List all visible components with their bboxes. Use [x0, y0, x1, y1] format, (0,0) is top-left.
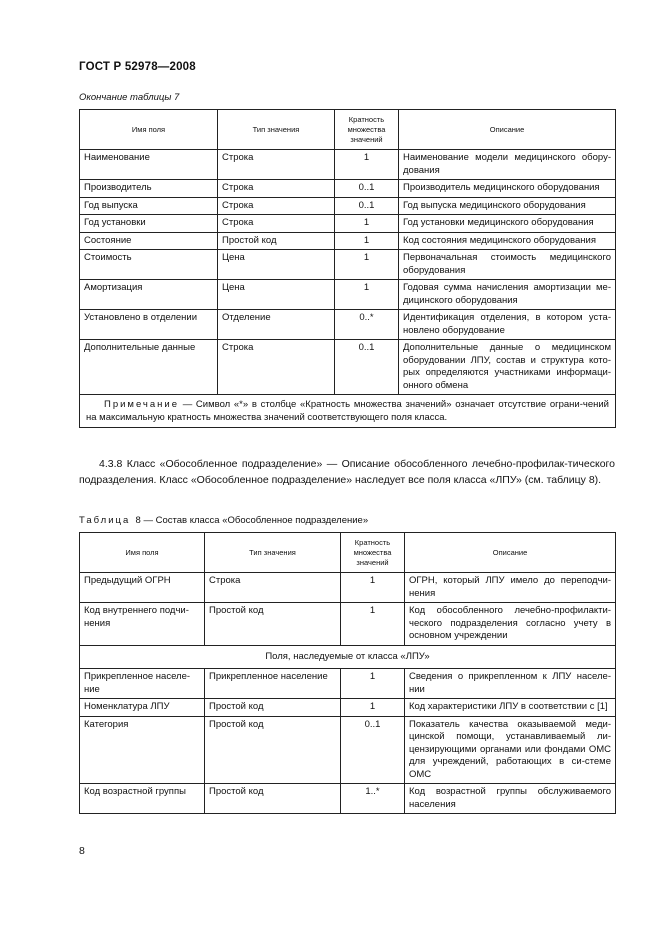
col-header-multiplicity — [341, 533, 405, 573]
col-header-description: Описание — [405, 533, 616, 573]
cell-name: Год установки — [80, 215, 218, 233]
cell-desc: Код обособленного лечебно-профилакти-ческого подразделения согласно учету в основном учреждении — [405, 603, 616, 646]
page-number: 8 — [79, 845, 85, 857]
cell-type: Простой код — [205, 603, 341, 646]
mult-line-1: Кратность — [348, 114, 385, 124]
table-row — [80, 280, 616, 310]
cell-type: Цена — [218, 250, 335, 280]
cell-type: Отделение — [218, 310, 335, 340]
cell-type: Строка — [218, 180, 335, 198]
cell-mult: 0..* — [335, 310, 399, 340]
table-note-row — [80, 395, 616, 428]
cell-mult: 1 — [341, 699, 405, 717]
cell-name: Производитель — [80, 180, 218, 198]
cell-mult: 1 — [335, 215, 399, 233]
cell-mult: 0..1 — [341, 716, 405, 784]
cell-desc: Код состояния медицинского оборудования — [399, 232, 616, 250]
document-header: ГОСТ Р 52978—2008 — [79, 61, 196, 73]
mult-line-1: Кратность — [354, 537, 391, 547]
note-label: Примечание — [104, 399, 179, 410]
cell-name: Стоимость — [80, 250, 218, 280]
section-paragraph: 4.3.8 Класс «Обособленное подразделение» — Описание обособленного лечебно-профилак-тического подразделения. Класс «Обособленное подразделение» наследует все поля класса «ЛПУ» (см. таблицу 8). — [79, 458, 615, 486]
cell-name: Предыдущий ОГРН — [80, 573, 205, 603]
table-row — [80, 180, 616, 198]
cell-name: Амортизация — [80, 280, 218, 310]
col-header-name: Имя поля — [80, 533, 205, 573]
cell-desc: Сведения о прикрепленном к ЛПУ населе-нии — [405, 669, 616, 699]
cell-desc: Дополнительные данные о медицинском оборудовании ЛПУ, состав и структура кото-рых определяются участниками информаци-онного обмена — [399, 340, 616, 395]
cell-name: Состояние — [80, 232, 218, 250]
cell-type: Простой код — [205, 716, 341, 784]
cell-desc: Первоначальная стоимость медицинского оборудования — [399, 250, 616, 280]
cell-mult: 0..1 — [335, 180, 399, 198]
cell-mult: 1 — [335, 150, 399, 180]
mult-line-3: значений — [350, 134, 383, 144]
inherited-fields-heading: Поля, наследуемые от класса «ЛПУ» — [80, 645, 616, 669]
mult-line-2: множества — [347, 124, 386, 134]
cell-name: Код внутреннего подчи-нения — [80, 603, 205, 646]
cell-desc: Идентификация отделения, в котором уста-новлено оборудование — [399, 310, 616, 340]
cell-name: Установлено в отделении — [80, 310, 218, 340]
cell-type: Строка — [218, 340, 335, 395]
cell-desc: Код возрастной группы обслуживаемого населения — [405, 784, 616, 814]
mult-line-2: множества — [353, 547, 392, 557]
cell-desc: Код характеристики ЛПУ в соответствии с [1] — [405, 699, 616, 717]
table-row — [80, 250, 616, 280]
table-note — [80, 395, 616, 428]
mult-line-3: значений — [356, 557, 389, 567]
table-row — [80, 603, 616, 646]
table7-caption: Окончание таблицы 7 — [79, 92, 180, 103]
cell-name: Прикрепленное населе-ние — [80, 669, 205, 699]
cell-type: Простой код — [205, 699, 341, 717]
note-text: — Символ «*» в столбце «Кратность множества значений» означает отсутствие ограни-чений на максимальную кратность множества значений соответствующего поля класса. — [86, 399, 609, 423]
col-header-multiplicity — [335, 110, 399, 150]
cell-name: Год выпуска — [80, 197, 218, 215]
cell-mult: 1 — [335, 280, 399, 310]
table-8 — [79, 532, 616, 814]
cell-name: Наименование — [80, 150, 218, 180]
cell-type: Цена — [218, 280, 335, 310]
cell-type: Строка — [218, 150, 335, 180]
cell-desc: Год установки медицинского оборудования — [399, 215, 616, 233]
cell-name: Дополнительные данные — [80, 340, 218, 395]
table-row — [80, 310, 616, 340]
cell-mult: 1 — [341, 669, 405, 699]
col-header-type: Тип значения — [218, 110, 335, 150]
cell-mult: 0..1 — [335, 197, 399, 215]
cell-desc: Показатель качества оказываемой меди-цинской помощи, устанавливаемый ли-цензирующими органами или фондами ОМС для учреждений, работающих в си-стеме ОМС — [405, 716, 616, 784]
cell-mult: 0..1 — [335, 340, 399, 395]
table-row — [80, 150, 616, 180]
table-header-row — [80, 110, 616, 150]
cell-desc: Годовая сумма начисления амортизации ме-дицинского оборудования — [399, 280, 616, 310]
table-row — [80, 716, 616, 784]
cell-desc: Производитель медицинского оборудования — [399, 180, 616, 198]
table-row — [80, 573, 616, 603]
caption-label: Таблица — [79, 515, 131, 526]
table-row — [80, 784, 616, 814]
table-row — [80, 340, 616, 395]
table-row — [80, 232, 616, 250]
cell-type: Простой код — [218, 232, 335, 250]
cell-type: Строка — [218, 197, 335, 215]
table-header-row — [80, 533, 616, 573]
table-7 — [79, 109, 616, 428]
cell-desc: Год выпуска медицинского оборудования — [399, 197, 616, 215]
table-row — [80, 197, 616, 215]
cell-type: Строка — [205, 573, 341, 603]
col-header-name: Имя поля — [80, 110, 218, 150]
cell-mult: 1 — [341, 603, 405, 646]
caption-text: 8 — Состав класса «Обособленное подразделение» — [135, 515, 369, 526]
cell-mult: 1 — [335, 232, 399, 250]
cell-name: Категория — [80, 716, 205, 784]
table8-caption — [79, 515, 368, 526]
cell-name: Код возрастной группы — [80, 784, 205, 814]
cell-mult: 1..* — [341, 784, 405, 814]
cell-type: Строка — [218, 215, 335, 233]
cell-mult: 1 — [341, 573, 405, 603]
col-header-description: Описание — [399, 110, 616, 150]
table-row — [80, 215, 616, 233]
cell-desc: Наименование модели медицинского обору-дования — [399, 150, 616, 180]
cell-desc: ОГРН, который ЛПУ имело до переподчи-нения — [405, 573, 616, 603]
col-header-type: Тип значения — [205, 533, 341, 573]
cell-type: Простой код — [205, 784, 341, 814]
section-row — [80, 645, 616, 669]
table-row — [80, 669, 616, 699]
cell-name: Номенклатура ЛПУ — [80, 699, 205, 717]
cell-mult: 1 — [335, 250, 399, 280]
table-row — [80, 699, 616, 717]
cell-type: Прикрепленное население — [205, 669, 341, 699]
